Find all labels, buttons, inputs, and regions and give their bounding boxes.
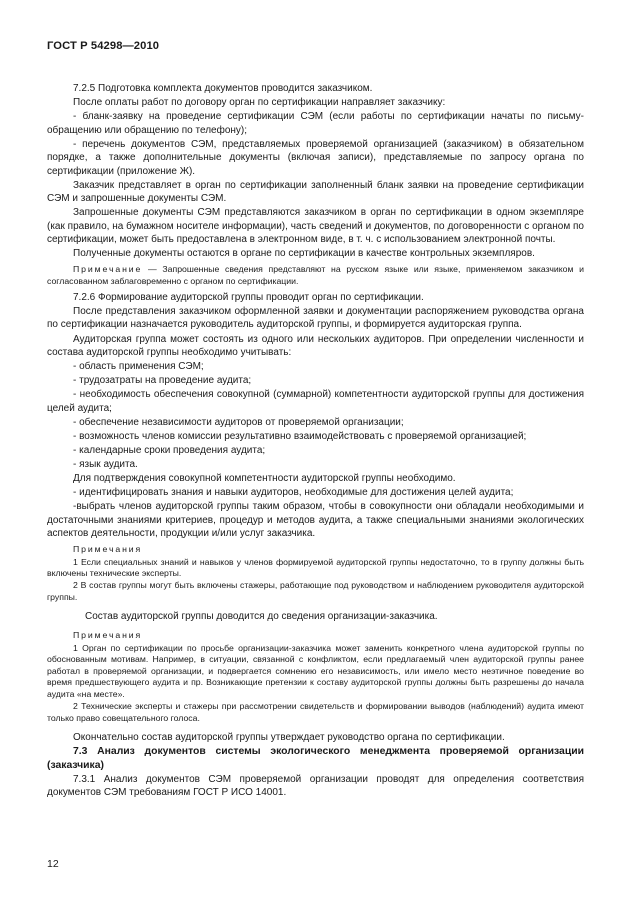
note-item: 1 Если специальных знаний и навыков у членов формируемой аудиторской группы недостаточно, то в группу должны быть включены технические эксперты.: [47, 556, 584, 579]
paragraph: После оплаты работ по договору орган по сертификации направляет заказчику:: [73, 97, 446, 109]
list-item: - язык аудита.: [73, 459, 138, 471]
list-item: - трудозатраты на проведение аудита;: [73, 375, 252, 387]
paragraph: Запрошенные документы СЭМ представляются заказчиком в орган по сертификации в одном экземпляре (как правило, на бумажном носителе информации), часть сведений и документов, по договоренности с органом по сертификации, может быть предоставлена в электронном виде, в т. ч. с использованием электронной почты.: [47, 207, 584, 245]
list-item: - возможность членов комиссии результативно взаимодействовать с проверяемой организацией;: [73, 430, 527, 442]
notes-label: Примечания: [73, 630, 143, 641]
paragraph: Аудиторская группа может состоять из одного или нескольких аудиторов. При определении численности и состава аудиторской группы необходимо учитывать:: [47, 333, 584, 358]
paragraph: Состав аудиторской группы доводится до сведения организации-заказчика.: [85, 611, 438, 623]
note-block: [47, 264, 584, 287]
list-item: - идентифицировать знания и навыки аудиторов, необходимые для достижения целей аудита;: [73, 487, 514, 499]
document-body: [47, 82, 584, 800]
paragraph: 7.2.6 Формирование аудиторской группы проводит орган по сертификации.: [73, 291, 424, 303]
paragraph: Заказчик представляет в орган по сертификации заполненный бланк заявки на проведение сертификации СЭМ и запрошенные документы СЭМ.: [47, 179, 584, 204]
paragraph: 7.2.5 Подготовка комплекта документов проводится заказчиком.: [73, 83, 373, 94]
note-item: 2 В состав группы могут быть включены стажеры, работающие под руководством и наблюдением руководителя аудиторской группы.: [47, 580, 584, 602]
page-number: 12: [47, 858, 59, 870]
paragraph: После представления заказчиком оформленной заявки и документации распоряжением руководства органа по сертификации назначается руководитель аудиторской группы, и формируется аудиторская группа.: [47, 306, 584, 331]
list-item: -выбрать членов аудиторской группы таким образом, чтобы в совокупности они обладали необходимыми и достаточными знаниями критериев, процедур и методов аудита, а также специальными знаниями экологических аспектов деятельности, продукции и/или услуг заказчика.: [47, 501, 584, 540]
note-item: 1 Орган по сертификации по просьбе организации-заказчика может заменить конкретного члена аудиторской группы по обоснованным мотивам. Например, в ситуации, связанной с конфликтом, если предлагаемый член аудиторской группы ранее работал в проверяемой организации, и подвергается сомнению его независимость, или имело место неэтичное поведение во время предшествующего аудита и пр. Возникающие претензии к составу аудиторской группы должны быть разрешены до начала аудита «на месте».: [47, 642, 584, 699]
notes-block: [47, 544, 584, 603]
note-text: — Запрошенные сведения представляют на русском языке или языке, применяемом заказчиком и согласованном заблаговременно с органом по сертификации.: [47, 264, 584, 286]
paragraph: Окончательно состав аудиторской группы утверждает руководство органа по сертификации.: [73, 732, 505, 744]
list-item: - обеспечение независимости аудиторов от проверяемой организации;: [73, 416, 404, 428]
list-item: - календарные сроки проведения аудита;: [73, 444, 266, 456]
notes-label: Примечания: [73, 544, 143, 555]
note-item: 2 Технические эксперты и стажеры при рассмотрении свидетельств и формировании выводов (наблюдений) аудита имеют только право совещательного голоса.: [47, 701, 584, 723]
list-item: - необходимость обеспечения совокупной (суммарной) компетентности аудиторской группы для достижения целей аудита;: [47, 389, 584, 414]
notes-block: [47, 630, 584, 724]
paragraph: Полученные документы остаются в органе по сертификации в качестве контрольных экземпляров.: [73, 248, 535, 259]
list-item: - перечень документов СЭМ, представляемых проверяемой организацией (заказчиком) в обязательном порядке, а также дополнительные документы (включая записи), представляемые по запросу органа по сертификации (приложение Ж).: [47, 138, 584, 177]
note-label: Примечание: [73, 264, 143, 275]
paragraph: 7.3.1 Анализ документов СЭМ проверяемой организации проводят для определения соответствия документов СЭМ требованиям ГОСТ Р ИСО 14001.: [47, 773, 584, 799]
list-item: - область применения СЭМ;: [73, 361, 204, 373]
document-header: ГОСТ Р 54298—2010: [47, 40, 160, 52]
list-item: - бланк-заявку на проведение сертификации СЭМ (если работы по сертификации начаты по письму-обращению или обращению по телефону);: [47, 111, 584, 136]
section-heading: 7.3 Анализ документов системы экологического менеджмента проверяемой организации (заказчика): [47, 746, 584, 771]
paragraph: Для подтверждения совокупной компетентности аудиторской группы необходимо.: [73, 473, 456, 485]
